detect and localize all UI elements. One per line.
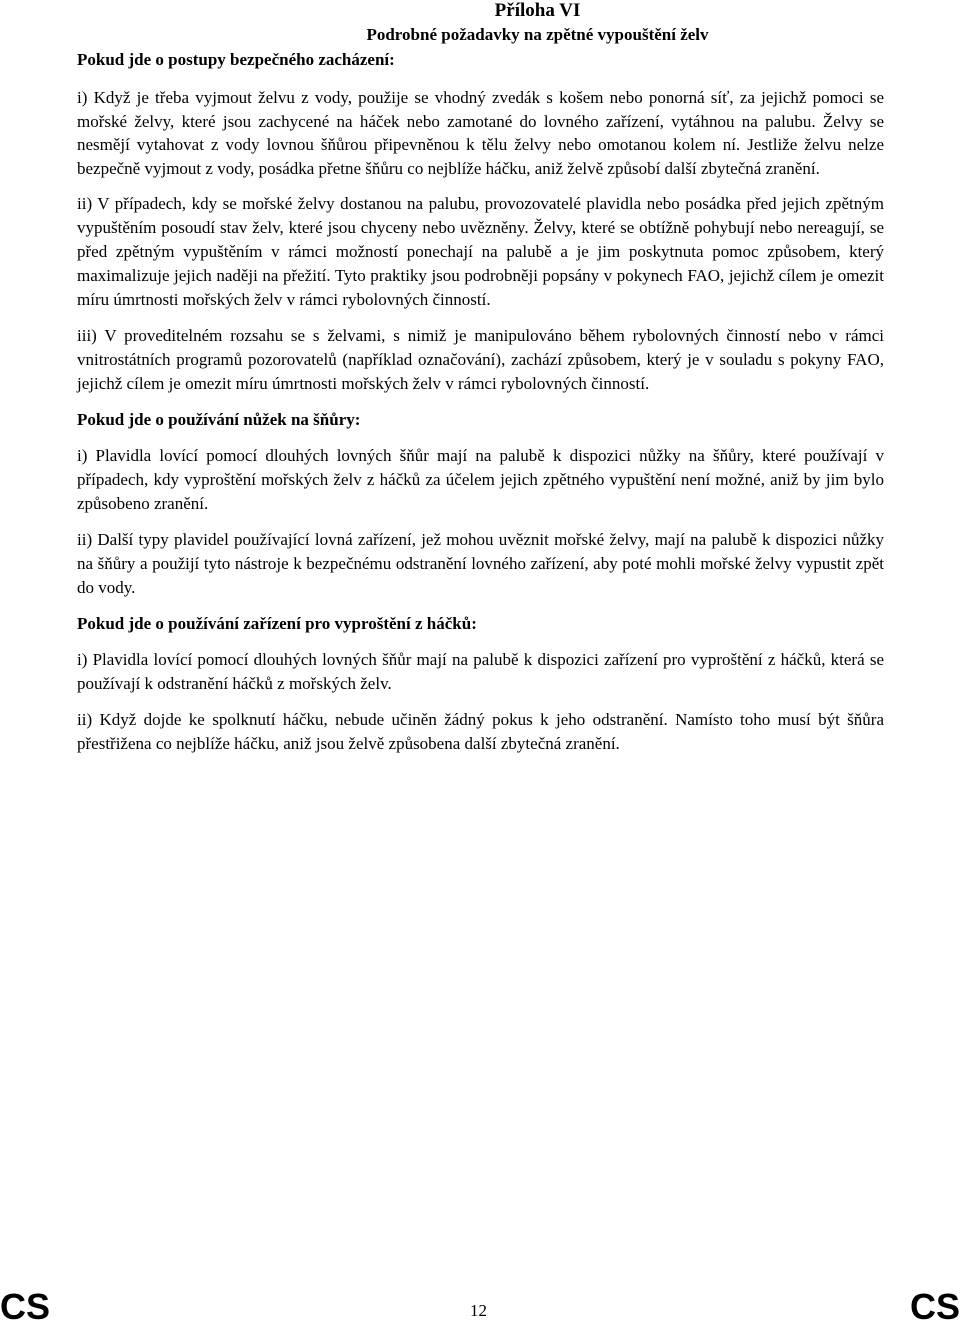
page-footer <box>0 1287 960 1327</box>
paragraph-dehookers-1: i) Plavidla lovící pomocí dlouhých lovných šňůr mají na palubě k dispozici zařízení pro vyproštění z háčků, která se používají k odstranění háčků z mořských želv. <box>77 650 884 693</box>
paragraph-safe-handling-2: ii) V případech, kdy se mořské želvy dostanou na palubu, provozovatelé plavidla nebo posádka před jejich zpětným vypuštěním posoudí stav želv, které jsou chyceny nebo uvězněny. Želvy, které se obtížně pohybují nebo nereagují, se před zpětným vypuštěním v rámci možností ponechají na palubě a je jim poskytnuta pomoc způsobem, který maximalizuje jejich naději na přežití. Tyto praktiky jsou podrobněji popsány v pokynech FAO, jejichž cílem je omezit míru úmrtnosti mořských želv v rámci rybolovných činností. <box>77 194 884 309</box>
footer-page-number: 12 <box>470 1301 487 1320</box>
paragraph-line-cutters-1: i) Plavidla lovící pomocí dlouhých lovných šňůr mají na palubě k dispozici nůžky na šňůry, které používají v případech, kdy vyproštění mořských želv z háčků za účelem jejich zpětného vypuštění není možné, aniž by jim bylo způsobeno zranění. <box>77 446 884 513</box>
paragraph-safe-handling-1: i) Když je třeba vyjmout želvu z vody, použije se vhodný zvedák s košem nebo ponorná síť, za jejichž pomoci se mořské želvy, které jsou zachycené na háček nebo zamotané do lovného zařízení, vytáhnou na palubu. Želvy se nesmějí vytahovat z vody lovnou šňůrou připevněnou k tělu želvy nebo omotanou kolem ní. Jestliže želvu nelze bezpečně vyjmout z vody, posádka přetne šňůru co nejblíže háčku, aniž želvě způsobí další zbytečná zranění. <box>77 88 884 178</box>
footer-language-code-left: CS <box>0 1286 51 1327</box>
section-heading-safe-handling: Pokud jde o postupy bezpečného zacházení: <box>77 50 395 69</box>
section-heading-dehookers: Pokud jde o používání zařízení pro vyproštění z háčků: <box>77 614 477 633</box>
paragraph-line-cutters-2: ii) Další typy plavidel používající lovná zařízení, jež mohou uvěznit mořské želvy, mají na palubě k dispozici nůžky na šňůry a použijí tyto nástroje k bezpečnému odstranění lovného zařízení, aby poté mohli mořské želvy vypustit zpět do vody. <box>77 530 884 597</box>
document-page <box>77 0 884 768</box>
paragraph-safe-handling-3: iii) V proveditelném rozsahu se s želvami, s nimiž je manipulováno během rybolovných činností nebo v rámci vnitrostátních programů pozorovatelů (například označování), zachází způsobem, který je v souladu s pokyny FAO, jejichž cílem je omezit míru úmrtnosti mořských želv v rámci rybolovných činností. <box>77 326 884 393</box>
paragraph-dehookers-2: ii) Když dojde ke spolknutí háčku, nebude učiněn žádný pokus k jeho odstranění. Namísto toho musí být šňůra přestřižena co nejblíže háčku, aniž jsou želvě způsobena další zbytečná zranění. <box>77 710 884 753</box>
annex-title: Příloha VI <box>494 0 581 21</box>
section-heading-line-cutters: Pokud jde o používání nůžek na šňůry: <box>77 410 361 429</box>
annex-subtitle: Podrobné požadavky na zpětné vypouštění želv <box>366 25 709 44</box>
footer-language-code-right: CS <box>909 1286 960 1327</box>
